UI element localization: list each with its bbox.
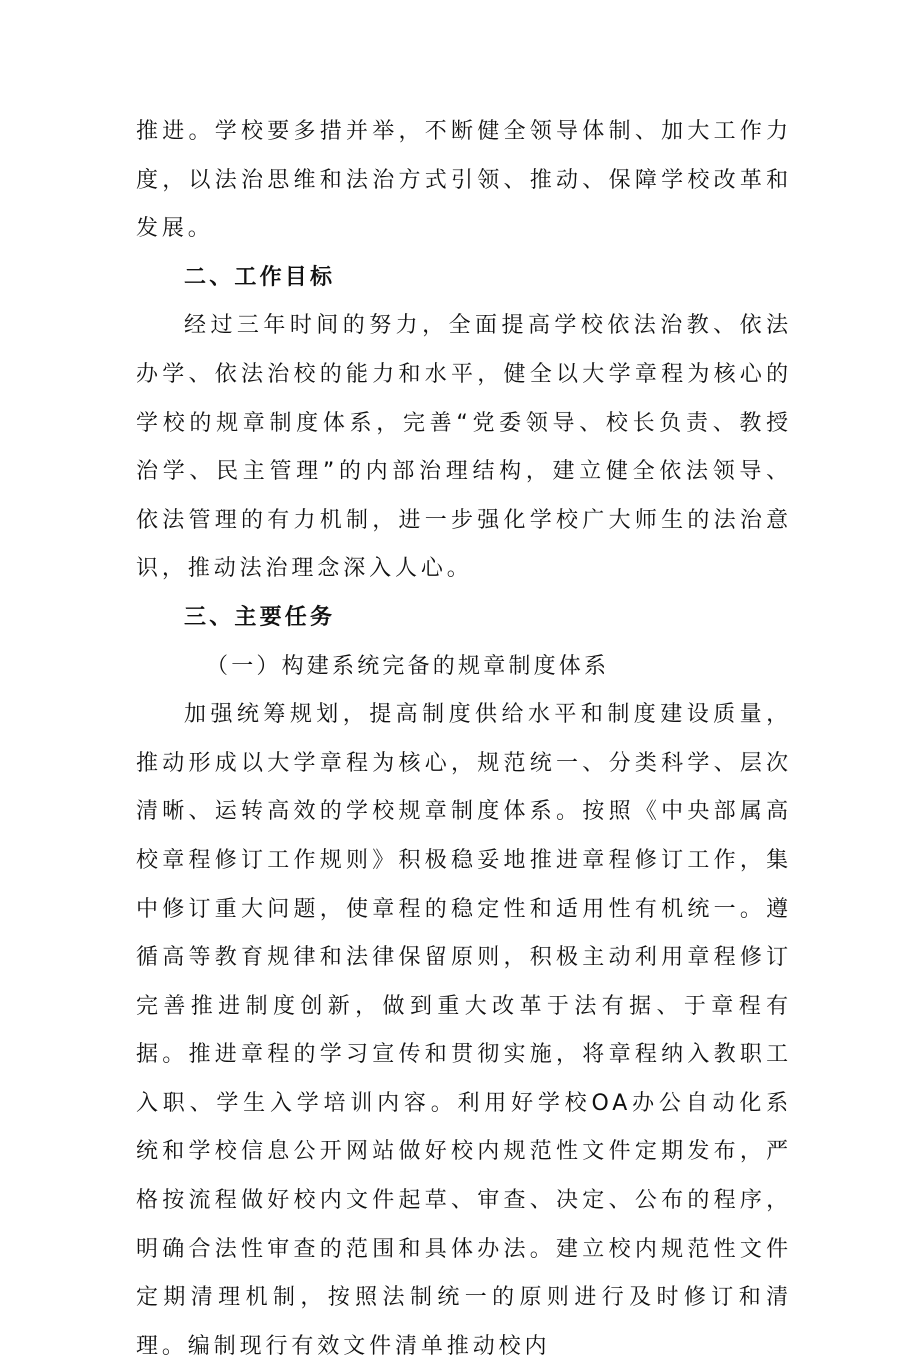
paragraph-rules-system: 加强统筹规划，提高制度供给水平和制度建设质量，推动形成以大学章程为核心，规范统一、分类科学、层次清晰、运转高效的学校规章制度体系。按照《中央部属高校章程修订工作规则》积极稳妥地推进章程修订工作，集中修订重大问题，使章程的稳定性和适用性有机统一。遵循高等教育规律和法律保留原则，积极主动利用章程修订完善推进制度创新，做到重大改革于法有据、于章程有据。推进章程的学习宣传和贯彻实施，将章程纳入教职工入职、学生入学培训内容。利用好学校OA办公自动化系统和学校信息公开网站做好校内规范性文件定期发布，严格按流程做好校内文件起草、审查、决定、公布的程序，明确合法性审查的范围和具体办法。建立校内规范性文件定期清理机制，按照法制统一的原则进行及时修订和清理。编制现行有效文件清单推动校内 <box>136 702 792 1359</box>
document-body <box>136 108 792 1371</box>
paragraph-work-goals: 经过三年时间的努力，全面提高学校依法治教、依法办学、依法治校的能力和水平，健全以大学章程为核心的学校的规章制度体系，完善“党委领导、校长负责、教授治学、民主管理”的内部治理结构，建立健全依法领导、依法管理的有力机制，进一步强化学校广大师生的法治意识，推动法治理念深入人心。 <box>136 313 792 582</box>
subheading-rules-system: （一）构建系统完备的规章制度体系 <box>206 653 610 679</box>
heading-main-tasks: 三、主要任务 <box>184 604 336 630</box>
paragraph-intro: 推进。学校要多措并举，不断健全领导体制、加大工作力度，以法治思维和法治方式引领、推动、保障学校改革和发展。 <box>136 119 792 242</box>
heading-work-goals: 二、工作目标 <box>184 264 336 290</box>
